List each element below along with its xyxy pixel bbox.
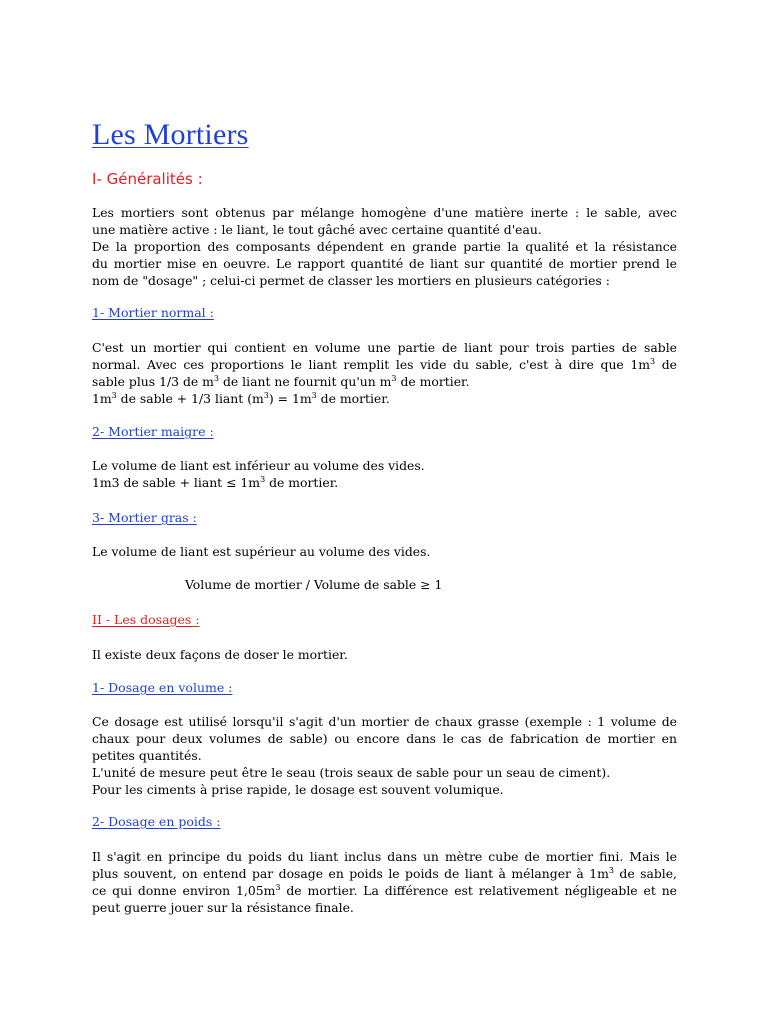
text-line: petites quantités. (92, 748, 202, 763)
text-line: $1m^3$ de sable + 1/3 liant $(m^3) = 1m^3$ de mortier. (92, 391, 390, 406)
text-line: Il s'agit en principe du poids du liant inclus dans un mètre cube de mortier fini. Mais le (92, 849, 677, 864)
gras-formula: Volume de mortier / Volume de sable ≥ 1 (185, 577, 443, 592)
dosage-volume-heading: 1- Dosage en volume : (92, 680, 233, 695)
text-line: sable plus 1/3 de $m^3$ de liant ne fournit qu'un $m^3$ de mortier. (92, 374, 470, 389)
mortier-normal-heading: 1- Mortier normal : (92, 305, 214, 320)
mortier-gras-paragraph (92, 543, 677, 560)
text-line: plus souvent, on entend par dosage en poids le poids de liant à mélanger à $1m^3$ de sable, (92, 866, 677, 881)
text-line: Le volume de liant est inférieur au volume des vides. (92, 458, 425, 473)
dosage-poids-heading: 2- Dosage en poids : (92, 814, 221, 829)
text-line: C'est un mortier qui contient en volume une partie de liant pour trois parties de sable (92, 340, 677, 355)
text-line: Le volume de liant est supérieur au volume des vides. (92, 544, 431, 559)
text-line: nom de "dosage" ; celui-ci permet de classer les mortiers en plusieurs catégories : (92, 273, 610, 288)
dosage-poids-paragraph (92, 848, 677, 916)
text-line: Pour les ciments à prise rapide, le dosage est souvent volumique. (92, 782, 504, 797)
mortier-gras-heading: 3- Mortier gras : (92, 510, 197, 525)
text-line: 1m3 de sable + liant ≤ $1m^3$ de mortier. (92, 475, 339, 490)
text-line: chaux pour deux volumes de sable) ou encore dans le cas de fabrication de mortier en (92, 731, 677, 746)
text-line: ce qui donne environ $1,05m^3$ de mortier. La différence est relativement négligeable et ne (92, 883, 678, 898)
mortier-normal-paragraph (92, 339, 677, 407)
dosages-intro (92, 646, 677, 663)
text-line: De la proportion des composants dépendent en grande partie la qualité et la résistance (92, 239, 677, 254)
text-line: Il existe deux façons de doser le mortier. (92, 647, 348, 662)
mortier-maigre-heading: 2- Mortier maigre : (92, 424, 214, 439)
dosages-heading: II - Les dosages : (92, 612, 200, 627)
text-line: du mortier mise en oeuvre. Le rapport quantité de liant sur quantité de mortier prend le (92, 256, 677, 271)
text-line: normal. Avec ces proportions le liant remplit les vide du sable, c'est à dire que $1m^3$ de (92, 357, 677, 372)
text-line: peut guerre jouer sur la résistance finale. (92, 900, 354, 915)
page-title: Les Mortiers (92, 118, 249, 151)
text-line: L'unité de mesure peut être le seau (trois seaux de sable pour un seau de ciment). (92, 765, 611, 780)
dosage-volume-paragraph (92, 713, 677, 798)
text-line: Les mortiers sont obtenus par mélange homogène d'une matière inerte : le sable, avec (92, 205, 677, 220)
text-line: Ce dosage est utilisé lorsqu'il s'agit d'un mortier de chaux grasse (exemple : 1 volume de (92, 714, 677, 729)
text-line: une matière active : le liant, le tout gâché avec certaine quantité d'eau. (92, 222, 542, 237)
generalites-paragraph (92, 204, 677, 289)
section-generalites-heading: I- Généralités : (92, 170, 203, 188)
mortier-maigre-paragraph (92, 457, 677, 491)
